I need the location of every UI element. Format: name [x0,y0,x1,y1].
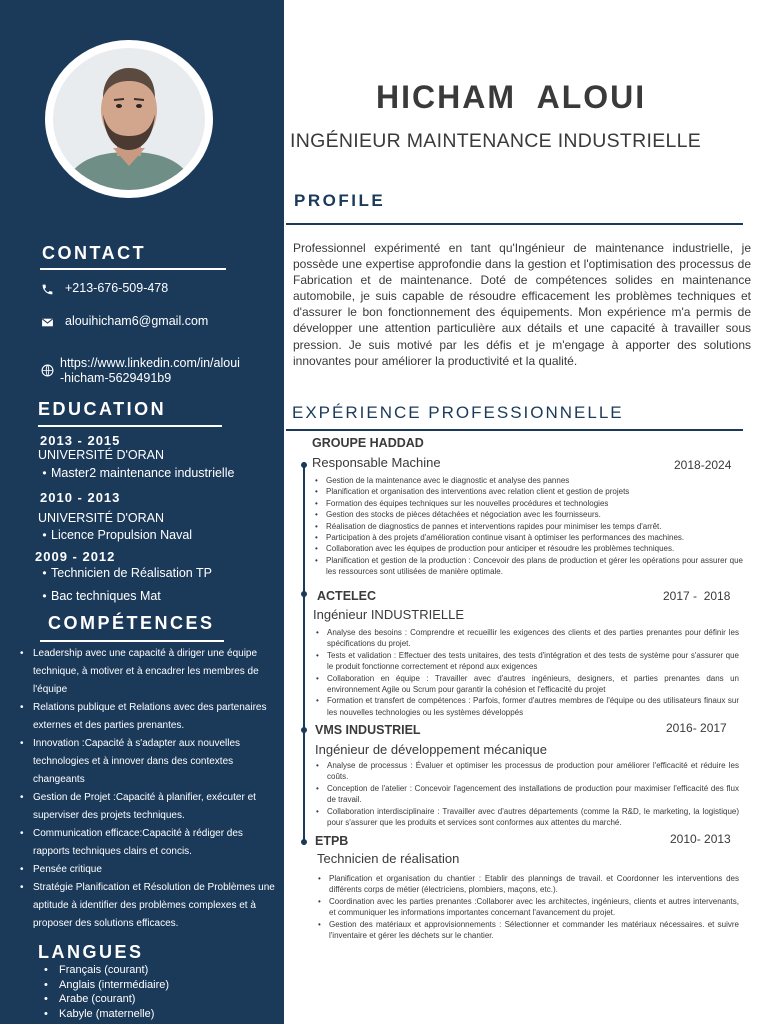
job-task: • Planification et organisation des interventions avec relation client et gestion de projets [313,486,743,497]
phone-number: +213-676-509-478 [65,281,169,295]
mail-icon [40,315,54,329]
skill-item: • Pensée critique [18,861,276,879]
skill-item: • Relations publique et Relations avec des partenaires externes et des parties prenantes. [18,699,276,735]
sidebar [0,0,284,1024]
profile-text: Professionnel expérimenté en tant qu'Ingénieur de maintenance industrielle, je possède une expertise approfondie dans la gestion et l'optimisation des processus de Fabrication et de maintenance. Doté de compétences solides en maintenance automobile, je suis capable de résoudre efficacement les problèmes techniques et d'assurer le bon fonctionnement des équipements. Mon expérience m'a permis de développer une attention particulière aux détails et une capacité à travailler sous pression. Je suis motivé par les défis et je m'engage à apporter des solutions innovantes pour améliorer la productivité et la qualité. [293,241,751,368]
job-dates: 2017 - 2018 [663,589,731,603]
education-years: 2009 - 2012 [35,549,116,564]
contact-linkedin[interactable] [40,356,240,386]
job-task: • Collaboration en équipe : Travailler avec d'autres ingénieurs, designers, et parties prenantes dans un environnement Agile ou Scrum pour garantir la cohésion et l'efficacité du projet [314,673,739,696]
education-heading: EDUCATION [38,399,167,419]
skills-list [18,645,276,933]
job-role: Ingénieur INDUSTRIELLE [313,607,465,622]
experience-heading: EXPÉRIENCE PROFESSIONNELLE [292,403,624,422]
linkedin-url-line1: https://www.linkedin.com/in/aloui [60,356,240,370]
languages-list [42,963,169,1021]
language-item: • Français (courant) [42,963,169,978]
job-task: • Formation des équipes techniques sur les nouvelles procédures et technologies [313,498,743,509]
education-school: UNIVERSITÉ D'ORAN [38,448,165,462]
job-company: ETPB [315,834,349,848]
timeline-dot [301,462,307,468]
education-degree: • Technicien de Réalisation TP [38,566,212,580]
language-item: • Kabyle (maternelle) [42,1007,169,1022]
job-tasks [314,760,739,828]
languages-heading: LANGUES [38,942,144,962]
job-tasks [316,873,739,941]
job-task: • Conception de l'atelier : Concevoir l'agencement des installations de production pour maximiser l'efficacité des flux de travail. [314,783,739,806]
skills-heading: COMPÉTENCES [48,613,215,633]
skills-divider [40,640,224,642]
globe-icon [40,363,54,377]
language-item: • Arabe (courant) [42,992,169,1007]
job-title: INGÉNIEUR MAINTENANCE INDUSTRIELLE [290,130,702,152]
profile-divider [286,223,743,225]
education-divider [38,425,222,427]
job-dates: 2016- 2017 [666,721,727,735]
job-task: • Réalisation de diagnostics de pannes et interventions rapides pour minimiser les temps d'arrêt. [313,521,743,532]
job-tasks [313,475,743,578]
profile-heading: PROFILE [294,191,386,210]
timeline-dot [301,591,307,597]
job-role: Responsable Machine [312,455,441,470]
job-company: VMS INDUSTRIEL [315,723,421,737]
job-task: • Planification et organisation du chantier : Etablir des plannings de travail. et Coordonner les interventions des différents corps de métier (électriciens, plombiers, maçons, etc.). [316,873,739,896]
contact-email[interactable] [40,314,208,329]
education-degree: • Bac techniques Mat [38,589,161,603]
job-task: • Gestion des matériaux et approvisionnements : Sélectionner et commander les matériaux nécessaires. et suivre l'inventaire et gérer les déchets sur le chantier. [316,919,739,942]
profile-photo-frame [45,40,213,198]
email-address: alouihicham6@gmail.com [65,314,209,328]
job-dates: 2010- 2013 [670,832,731,846]
education-degree: • Licence Propulsion Naval [38,528,192,542]
timeline-line [303,462,305,845]
skill-item: • Stratégie Planification et Résolution de Problèmes une aptitude à identifier des problèmes complexes et à proposer des solutions efficaces. [18,879,276,933]
experience-divider [286,429,743,431]
person-name: HICHAM ALOUI [376,79,647,115]
job-company: ACTELEC [317,589,377,603]
job-company: GROUPE HADDAD [312,436,424,450]
skill-item: • Leadership avec une capacité à diriger une équipe technique, à motiver et à encadrer les membres de l'équipe [18,645,276,699]
phone-icon [40,282,54,296]
contact-divider [40,268,226,270]
skill-item: • Gestion de Projet :Capacité à planifier, exécuter et superviser des projets techniques. [18,789,276,825]
contact-phone[interactable] [40,281,168,296]
linkedin-url-line2: -hicham-5629491b9 [60,371,172,385]
job-task: • Participation à des projets d'amélioration continue visant à optimiser les performances des machines. [313,532,743,543]
language-item: • Anglais (intermédiaire) [42,978,169,993]
job-task: • Planification et gestion de la production : Concevoir des plans de production et gérer les opérations pour assurer que les ressources sont utilisées de manière optimale. [313,555,743,578]
job-task: • Tests et validation : Effectuer des tests unitaires, des tests d'intégration et des tests de système pour s'assurer que le produit fonctionne correctement et répond aux exigences [314,650,739,673]
education-years: 2013 - 2015 [40,433,121,448]
job-task: • Analyse de processus : Évaluer et optimiser les processus de production pour améliorer l'efficacité et réduire les coûts. [314,760,739,783]
job-tasks [314,627,739,718]
linkedin-url [60,356,240,386]
job-task: • Collaboration avec les équipes de production pour anticiper et résoudre les problèmes techniques. [313,543,743,554]
skill-item: • Communication efficace:Capacité à rédiger des rapports techniques clairs et concis. [18,825,276,861]
profile-photo [53,48,205,190]
job-task: • Coordination avec les parties prenantes :Collaborer avec les architectes, ingénieurs, clients et autres intervenants, et communiquer les informations importantes concernant l'avancement du projet. [316,896,739,919]
job-task: • Gestion des stocks de pièces détachées et négociation avec les fournisseurs. [313,509,743,520]
timeline-dot [301,727,307,733]
job-task: • Formation et transfert de compétences : Parfois, former d'autres membres de l'équipe ou des utilisateurs finaux sur les nouvelles technologies ou les systèmes développés [314,695,739,718]
job-task: • Gestion de la maintenance avec le diagnostic et analyse des pannes [313,475,743,486]
skill-item: • Innovation :Capacité à s'adapter aux nouvelles technologies et à innover dans des contextes changeants [18,735,276,789]
education-years: 2010 - 2013 [40,490,121,505]
education-school: UNIVERSITÉ D'ORAN [38,511,165,525]
job-dates: 2018-2024 [674,458,732,472]
job-task: • Collaboration interdisciplinaire : Travailler avec d'autres départements (comme la R&D, le marketing, la logistique) pour s'assurer que les produits et services sont conformes aux attentes du marché. [314,806,739,829]
contact-heading: CONTACT [42,243,147,263]
job-role: Technicien de réalisation [317,851,460,866]
timeline-dot [301,839,307,845]
education-degree: • Master2 maintenance industrielle [38,466,234,480]
job-role: Ingénieur de développement mécanique [315,742,548,757]
job-task: • Analyse des besoins : Comprendre et recueillir les exigences des clients et des parties prenantes pour définir les spécifications du projet. [314,627,739,650]
